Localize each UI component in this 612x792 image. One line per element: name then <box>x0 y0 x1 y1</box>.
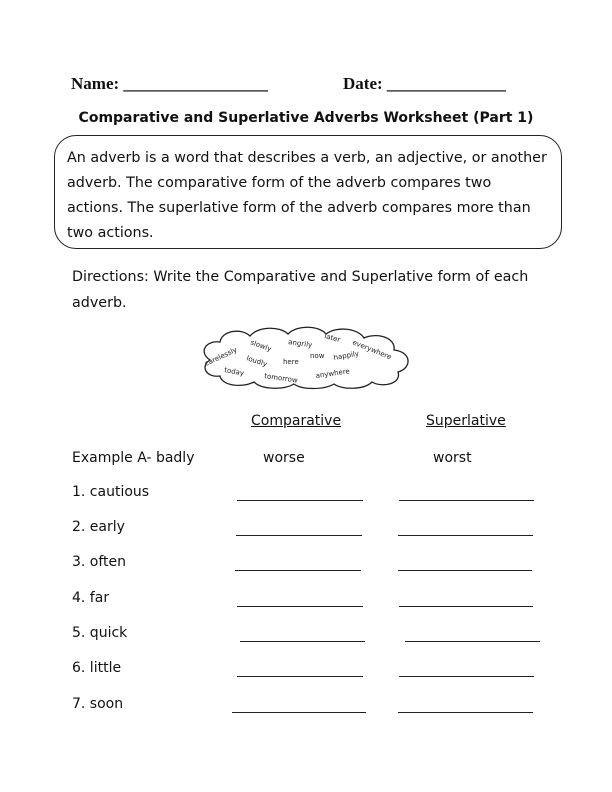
cloud-word: now <box>310 352 325 360</box>
comparative-answer-blank[interactable] <box>236 535 362 536</box>
comparative-header: Comparative <box>251 413 342 429</box>
superlative-answer-blank[interactable] <box>399 500 534 501</box>
comparative-answer-blank[interactable] <box>235 570 361 571</box>
comparative-answer-blank[interactable] <box>237 500 363 501</box>
cloud-word: here <box>283 358 299 366</box>
item-label: 7. soon <box>72 696 124 712</box>
cloud-word: later <box>323 332 342 345</box>
word-cloud-image <box>198 322 416 390</box>
directions-text: Directions: Write the Comparative and Superlative form of each adverb. <box>72 269 529 311</box>
comparative-answer-blank[interactable] <box>232 712 366 713</box>
name-label[interactable]: Name: _________________ <box>71 74 268 93</box>
superlative-answer-blank[interactable] <box>405 641 540 642</box>
date-label[interactable]: Date: ______________ <box>343 74 506 93</box>
cloud-word: today <box>223 366 245 378</box>
item-label: 4. far <box>72 590 110 606</box>
cloud-word: angrily <box>287 338 313 350</box>
superlative-answer-blank[interactable] <box>398 535 533 536</box>
item-label: 2. early <box>72 519 125 535</box>
definition-text: An adverb is a word that describes a verb, an adjective, or another adverb. The comparative form of the adverb compares two actions. The superlative form of the adverb compares more than two actions. <box>67 150 547 241</box>
item-label: 6. little <box>72 660 122 676</box>
cloud-word: anywhere <box>315 367 351 380</box>
superlative-answer-blank[interactable] <box>399 676 534 677</box>
superlative-answer-blank[interactable] <box>398 570 532 571</box>
superlative-header: Superlative <box>426 413 506 429</box>
comparative-answer-blank[interactable] <box>240 641 365 642</box>
cloud-word: loudly <box>245 354 269 369</box>
cloud-word: slowly <box>249 338 273 354</box>
worksheet-title: Comparative and Superlative Adverbs Worksheet (Part 1) <box>78 110 534 126</box>
example-label: Example A- badly <box>72 450 195 466</box>
comparative-answer-blank[interactable] <box>237 676 363 677</box>
item-label: 3. often <box>72 554 127 570</box>
example-comparative: worse <box>263 450 305 466</box>
cloud-word: carelessly <box>203 345 239 368</box>
item-label: 5. quick <box>72 625 128 641</box>
item-label: 1. cautious <box>72 484 150 500</box>
comparative-answer-blank[interactable] <box>237 606 363 607</box>
cloud-outline <box>204 327 408 388</box>
example-superlative: worst <box>433 450 472 466</box>
superlative-answer-blank[interactable] <box>398 712 533 713</box>
cloud-word: tomorrow <box>263 372 299 385</box>
cloud-word: happily <box>332 349 360 362</box>
cloud-word: everywhere <box>351 338 393 362</box>
definition-box <box>54 135 562 249</box>
superlative-answer-blank[interactable] <box>399 606 533 607</box>
